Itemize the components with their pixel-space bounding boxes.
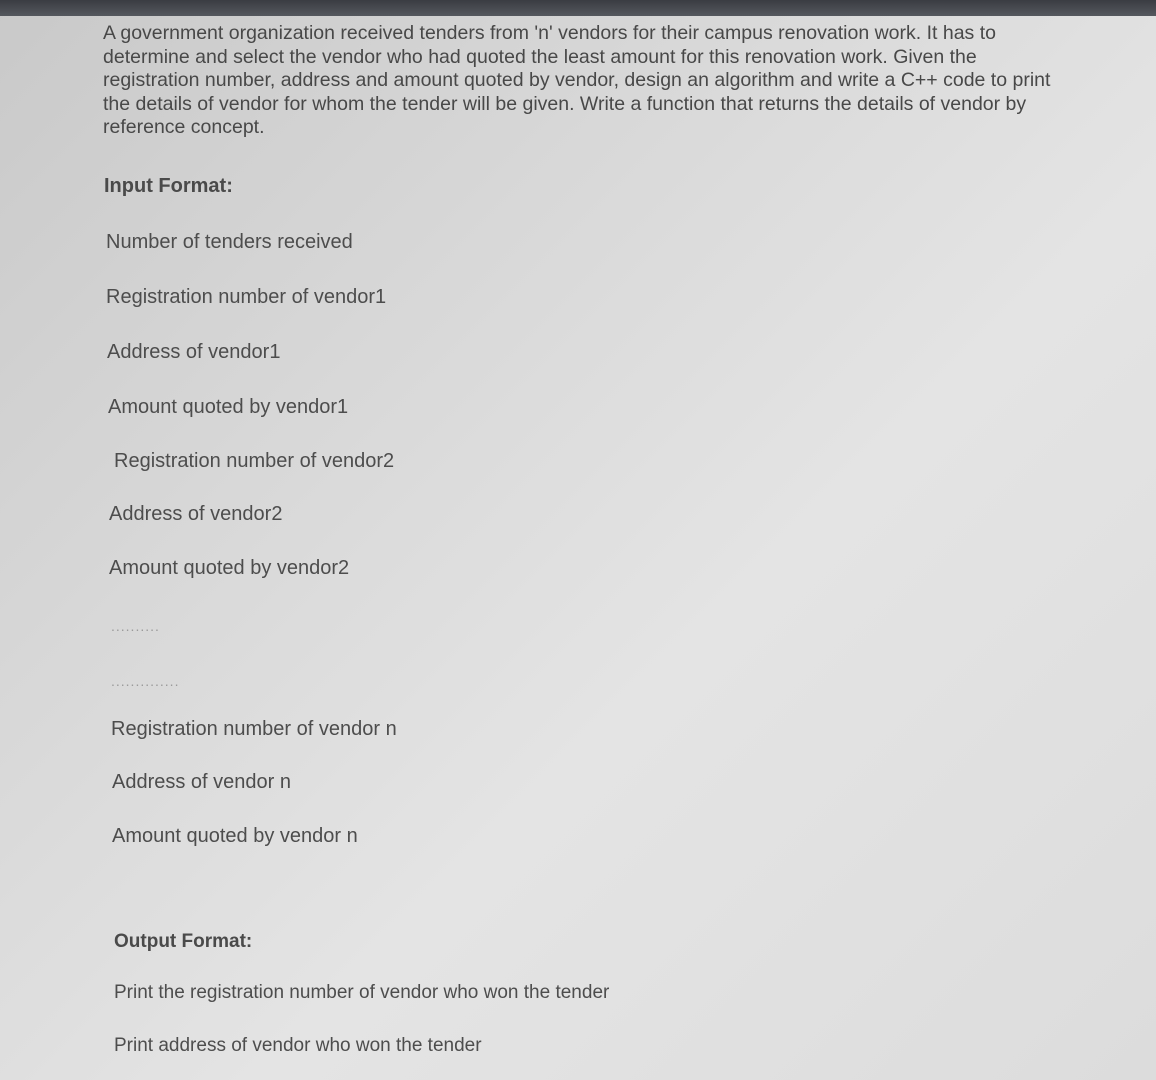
input-format-heading: Input Format: [104,175,233,197]
input-line-address-vendor1: Address of vendor1 [107,341,281,363]
input-line-reg-vendor1: Registration number of vendor1 [106,286,387,308]
input-ellipsis-2: .............. [111,673,180,689]
problem-statement [103,22,1063,140]
question-text: A government organization received tenders from 'n' vendors for their campus renovation work. It has to determine and select the vendor who had quoted the least amount for this renovation work. Given the registration number, address and amount quoted by vendor, design an algorithm and write a C++ code to print the details of vendor for whom the tender will be given. Write a function that returns the details of vendor by reference concept. [103,22,1051,138]
input-line-reg-vendor2: Registration number of vendor2 [114,450,395,472]
input-line-tenders: Number of tenders received [106,231,353,253]
input-line-amount-vendor1: Amount quoted by vendor1 [108,396,349,418]
output-line-address: Print address of vendor who won the tender [114,1035,482,1056]
input-line-amount-vendor2: Amount quoted by vendor2 [109,557,350,579]
output-format-heading: Output Format: [114,931,253,952]
input-line-address-vendor2: Address of vendor2 [109,503,283,525]
input-line-address-vendor-n: Address of vendor n [112,771,291,793]
input-line-amount-vendor-n: Amount quoted by vendor n [112,825,358,847]
input-line-reg-vendor-n: Registration number of vendor n [111,718,397,740]
input-ellipsis-1: .......... [111,618,160,634]
window-top-bar [0,0,1156,16]
output-line-registration: Print the registration number of vendor who won the tender [114,982,610,1003]
